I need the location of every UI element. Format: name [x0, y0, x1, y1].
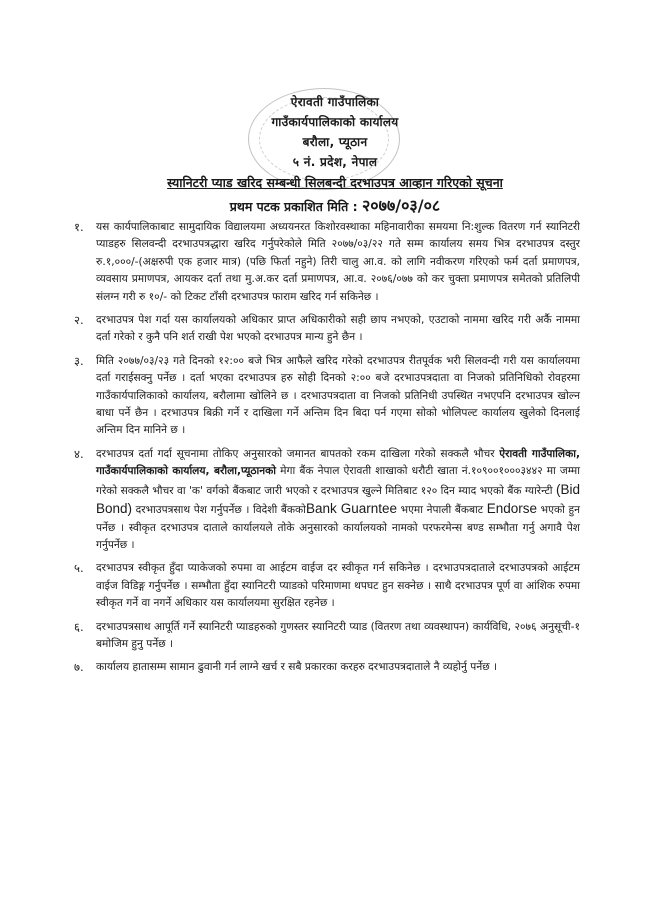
notice-item [74, 219, 580, 306]
item-text [96, 659, 580, 676]
item-text-part: मिति २०७७/०३/२३ गते दिनको १२:०० बजे भित्र आफैले खरिद गरेको दरभाउपत्र रीतपूर्वक भरी सिलवन्दी गरी यस कार्यालयमा दर्ता गराईसक्नु पर्नेछ । दर्ता भएका दरभाउपत्र हरु सोही दिनको २:०० बजे दरभाउपत्रदाता वा निजको प्रतिनिधिको रोवहरमा गाउँकार्यपालिकाको कार्यालय, बरौलामा खोलिने छ । दरभाउपत्रदाता वा निजको प्रतिनिधी उपस्थित नभएपनि दरभाउपत्र खोल्न बाधा पर्ने छैन । दरभाउपत्र बिक्री गर्ने र दाखिला गर्ने अन्तिम दिन बिदा पर्न गएमा सोको भोलिपल्ट कार्यालय खुलेको दिनलाई अन्तिम दिन मानिने छ । [96, 354, 580, 437]
item-text-part: Endorse [486, 501, 538, 517]
item-text-part: मेगा बैंक नेपाल ऐरावती शाखाको धरौटी खाता नं.१०९००१०००३४४२ मा जम्मा गरेको सक्कलै भौचर वा 'क' वर्गको बैंकबाट जारी भएको र दरभाउपत्र खुल्ने मितिबाट १२० दिन म्याद भएको बैंक ग्यारेन्टी [96, 465, 581, 497]
item-text [96, 560, 580, 612]
item-text-part: दरभाउपत्रसाथ आपूर्ति गर्ने स्यानिटरी प्याडहरुको गुणस्तर स्यानिटरी प्याड (वितरण तथा व्यवस्थापन) कार्यविधि, २०७६ अनुसूची-१ बमोजिम हुनु पर्नेछ । [96, 620, 580, 650]
item-text-part: दरभाउपत्र दर्ता गर्दा सूचनामा तोकिए अनुसारको जमानत बापतको रकम दाखिला गरेको सक्कलै भौचर [96, 447, 500, 460]
item-text-part: दरभाउपत्र पेश गर्दा यस कार्यालयको अधिकार प्राप्त अधिकारीको सही छाप नभएको, एउटाको नाममा खरिद गरी अर्कै नाममा दर्ता गरेको र कुनै पनि शर्त राखी पेश भएको दरभाउपत्र मान्य हुने छैन । [96, 314, 580, 344]
item-number: ५. [74, 561, 84, 576]
office-name: गाउँकार्यपालिकाको कार्यालय [271, 115, 399, 129]
item-text-part: दरभाउपत्रसाथ पेश गर्नुपर्नेछ । विदेशी बैंकको [132, 504, 306, 517]
municipality-name: ऐरावती गाउँपालिका [290, 95, 380, 109]
notice-items-list [74, 219, 580, 683]
notice-item [74, 353, 580, 440]
item-number: ६. [74, 619, 84, 634]
item-text [96, 312, 580, 347]
office-address: बरौला, प्यूठान [302, 135, 368, 149]
notice-item [74, 659, 580, 676]
item-number: २. [74, 313, 84, 328]
published-date-line [100, 194, 570, 216]
item-text [96, 446, 580, 554]
item-number: ३. [74, 353, 84, 368]
notice-item [74, 560, 580, 612]
published-date: २०७७/०३/०८ [361, 196, 441, 215]
item-text-part: भएको हुन पर्नेछ । स्वीकृत दरभाउपत्र दाताले कार्यालयले तोके अनुसारको कार्यालयको नामको परफरमेन्स बण्ड सम्भौता गर्नु अगावै पेश गर्नुपर्नेछ । [96, 504, 580, 551]
item-number: ७. [74, 660, 84, 675]
item-text [96, 219, 580, 306]
notice-item [74, 312, 580, 347]
item-text-part: Bank Guarntee [305, 501, 397, 517]
item-number: १. [74, 220, 84, 234]
item-text [96, 353, 580, 440]
item-text-part: दरभाउपत्र स्वीकृत हुँदा प्याकेजको रुपमा वा आईटम वाईज दर स्वीकृत गर्न सकिनेछ । दरभाउपत्रदाताले दरभाउपत्रको आईटम वाईज विडिङ्ग गर्नुपर्नेछ । सम्भौता हुँदा स्यानिटरी प्याडको परिमाणमा थपघट हुन सक्नेछ । साथै दरभाउपत्र पूर्ण वा आंशिक रुपमा स्वीकृत गर्ने वा नगर्ने अधिकार यस कार्यालयमा सुरक्षित रहनेछ । [96, 562, 580, 610]
province-line: ५ नं. प्रदेश, नेपाल [292, 155, 378, 169]
item-text-part: भएमा नेपाली बैंकबाट [397, 504, 487, 517]
published-label: प्रथम पटक प्रकाशित मिति : [229, 199, 358, 214]
item-text-part: कार्यालय हातासम्म सामान ढुवानी गर्न लाग्ने खर्च र सबै प्रकारका करहरु दरभाउपत्रदाताले नै व्यहोर्नु पर्नेछ । [96, 661, 498, 674]
item-number: ४. [74, 446, 84, 461]
notice-item [74, 446, 580, 554]
item-text-part: ऐरावती गाउँपालिका, गाउँकार्यपालिकाको कार्यालय, बरौला,प्यूठानको [96, 447, 581, 478]
item-text-part: (Bid Bond) [96, 481, 580, 517]
item-text [96, 619, 580, 654]
notice-item [74, 619, 580, 654]
notice-header [100, 92, 570, 216]
notice-title: स्यानिटरी प्याड खरिद सम्बन्धी सिलबन्दी दरभाउपत्र आव्हान गरिएको सूचना [167, 175, 503, 190]
item-text-part: यस कार्यपालिकाबाट सामुदायिक विद्यालयमा अध्ययनरत किशोरवस्थाका महिनावारीका समयमा नि:शुल्क वितरण गर्न स्यानिटरी प्याडहरु सिलवन्दी दरभाउपत्रद्धारा खरिद गर्नुपरेकोले मिति २०७७/०३/२२ गते सम्म कार्यालय समय भित्र दरभाउपत्र दस्तुर रु.१,०००/-(अक्षरुपी एक हजार मात्र) (पछि फिर्ता नहुने) तिरी चालु आ.व. को लागि नवीकरण गरिएको फर्म दर्ता प्रमाणपत्र, व्यवसाय प्रमाणपत्र, आयकर दर्ता तथा मु.अ.कर दर्ता प्रमाणपत्र, आ.व. २०७६/०७७ को कर चुक्ता प्रमाणपत्र समेतको प्रतिलिपी संलग्न गरी रु १०/- को टिकट टाँसी दरभाउपत्र फाराम खरिद गर्न सकिनेछ । [96, 221, 580, 303]
